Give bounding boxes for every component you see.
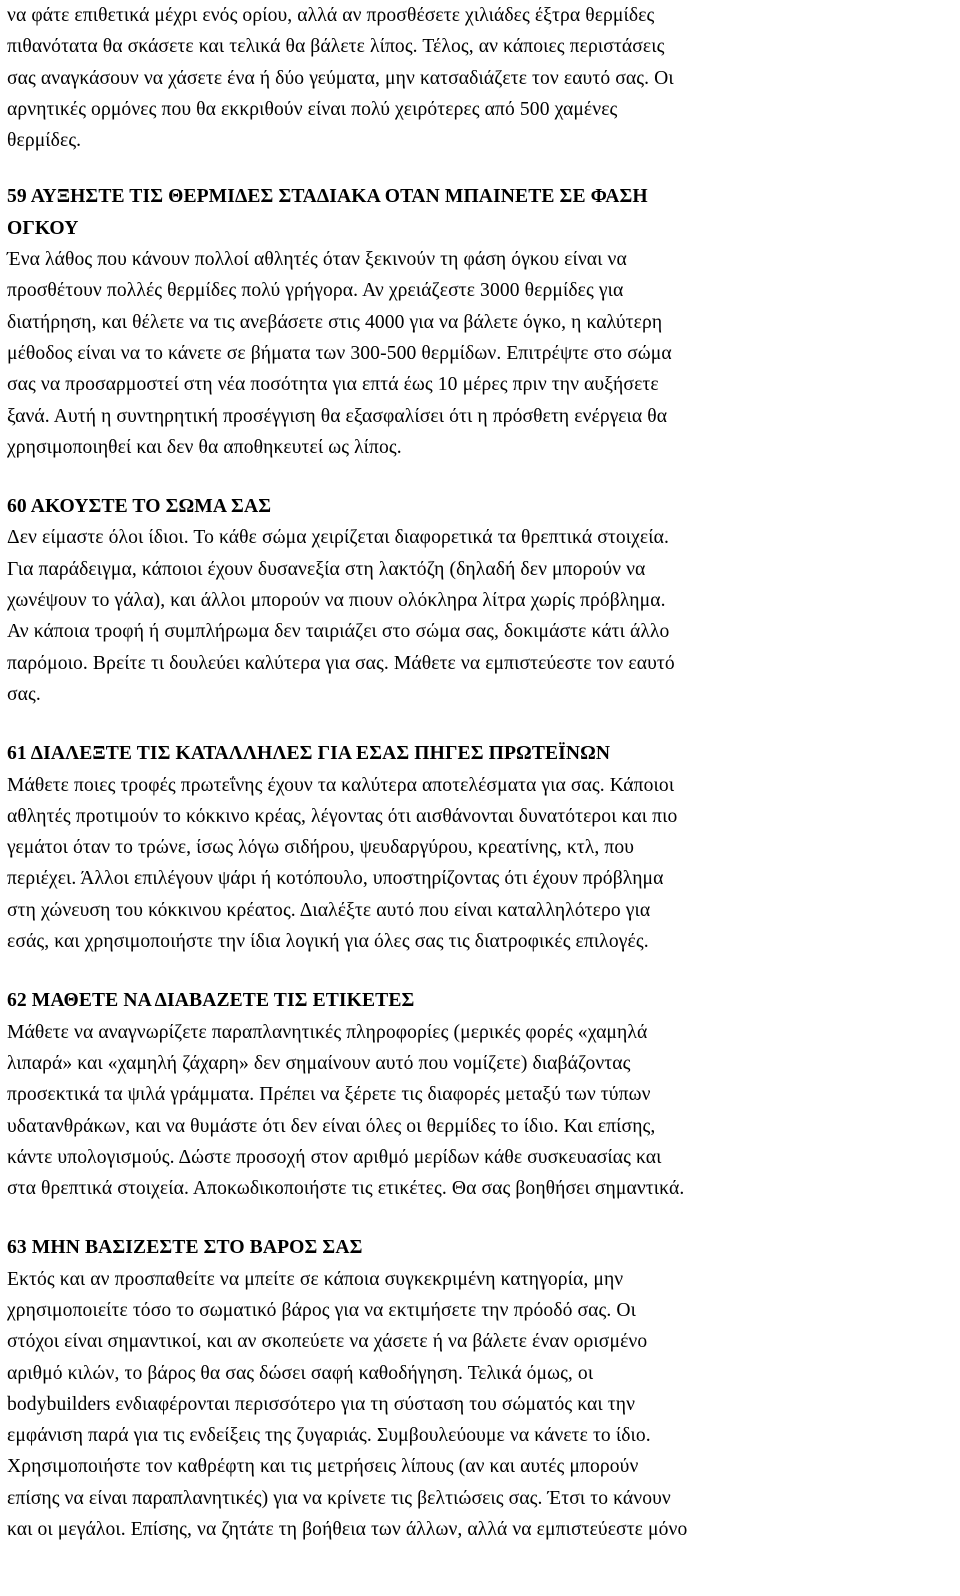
text-line: στόχοι είναι σημαντικοί, και αν σκοπεύετε να χάσετε ή να βάλετε έναν ορισμένο	[7, 1331, 648, 1353]
text-line: χωνέψουν το γάλα), και άλλοι μπορούν να πιουν ολόκληρα λίτρα χωρίς πρόβλημα.	[7, 590, 666, 612]
text-line: γεμάτοι όταν το τρώνε, ίσως λόγω σιδήρου, ψευδαργύρου, κρεατίνης, κτλ, που	[7, 837, 635, 859]
text-line: αθλητές προτιμούν το κόκκινο κρέας, λέγοντας ότι αισθάνονται δυνατότεροι και πιο	[7, 805, 678, 827]
text-line: και οι μεγάλοι. Επίσης, να ζητάτε τη βοήθεια των άλλων, αλλά να εμπιστεύεστε μόνο	[7, 1519, 688, 1541]
text-line: σας αναγκάσουν να χάσετε ένα ή δύο γεύματα, μην κατσαδιάζετε τον εαυτό σας. Οι	[7, 67, 674, 89]
text-line: Αν κάποια τροφή ή συμπλήρωμα δεν ταιριάζει στο σώμα σας, δοκιμάστε κάτι άλλο	[7, 621, 670, 643]
section-heading: 59 ΑΥΞΗΣΤΕ ΤΙΣ ΘΕΡΜΙΔΕΣ ΣΤΑΔΙΑΚΑ ΟΤΑΝ ΜΠΑΙΝΕΤΕ ΣΕ ΦΑΣΗ	[7, 186, 648, 208]
text-line: στη χώνευση του κόκκινου κρέατος. Διαλέξτε αυτό που είναι καταλληλότερο για	[7, 899, 651, 921]
text-line: Δεν είμαστε όλοι ίδιοι. Το κάθε σώμα χειρίζεται διαφορετικά τα θρεπτικά στοιχεία.	[7, 527, 669, 549]
text-line: εμφάνιση παρά για τις ενδείξεις της ζυγαριάς. Συμβουλεύουμε να κάνετε το ίδιο.	[7, 1425, 651, 1447]
text-line: χρησιμοποιηθεί και δεν θα αποθηκευτεί ως λίπος.	[7, 436, 402, 458]
text-line: επίσης να είναι παραπλανητικές) για να κρίνετε τις βελτιώσεις σας. Έτσι το κάνουν	[7, 1487, 671, 1509]
section-heading: 63 ΜΗΝ ΒΑΣΙΖΕΣΤΕ ΣΤΟ ΒΑΡΟΣ ΣΑΣ	[7, 1237, 363, 1259]
text-line: χρησιμοποιείτε τόσο το σωματικό βάρος για να εκτιμήσετε την πρόοδό σας. Οι	[7, 1299, 636, 1321]
section-63	[7, 1232, 957, 1545]
text-line: σας να προσαρμοστεί στη νέα ποσότητα για επτά έως 10 μέρες πριν την αυξήσετε	[7, 374, 659, 396]
section-60	[7, 491, 957, 710]
text-line: bodybuilders ενδιαφέρονται περισσότερο για τη σύσταση του σώματός και την	[7, 1393, 636, 1415]
text-line: ξανά. Αυτή η συντηρητική προσέγγιση θα εξασφαλίσει ότι η πρόσθετη ενέργεια θα	[7, 405, 668, 427]
text-line: αρνητικές ορμόνες που θα εκκριθούν είναι πολύ χειρότερες από 500 χαμένες	[7, 98, 618, 120]
text-line: Μάθετε να αναγνωρίζετε παραπλανητικές πληροφορίες (μερικές φορές «χαμηλά	[7, 1021, 648, 1043]
text-line: υδατανθράκων, και να θυμάστε ότι δεν είναι όλες οι θερμίδες το ίδιο. Και επίσης,	[7, 1115, 656, 1137]
text-line: κάντε υπολογισμούς. Δώστε προσοχή στον αριθμό μερίδων κάθε συσκευασίας και	[7, 1146, 662, 1168]
text-line: πιθανότατα θα σκάσετε και τελικά θα βάλετε λίπος. Τέλος, αν κάποιες περιστάσεις	[7, 36, 665, 58]
text-line: Ένα λάθος που κάνουν πολλοί αθλητές όταν ξεκινούν τη φάση όγκου είναι να	[7, 249, 627, 271]
section-heading: 61 ΔΙΑΛΕΞΤΕ ΤΙΣ ΚΑΤΑΛΛΗΛΕΣ ΓΙΑ ΕΣΑΣ ΠΗΓΕΣ ΠΡΩΤΕΪΝΩΝ	[7, 743, 611, 765]
text-line: Εκτός και αν προσπαθείτε να μπείτε σε κάποια συγκεκριμένη κατηγορία, μην	[7, 1268, 624, 1290]
section-heading: 62 ΜΑΘΕΤΕ ΝΑ ΔΙΑΒΑΖΕΤΕ ΤΙΣ ΕΤΙΚΕΤΕΣ	[7, 990, 415, 1012]
text-line: Για παράδειγμα, κάποιοι έχουν δυσανεξία στη λακτόζη (δηλαδή δεν μπορούν να	[7, 558, 646, 580]
text-line: στα θρεπτικά στοιχεία. Αποκωδικοποιήστε τις ετικέτες. Θα σας βοηθήσει σημαντικά.	[7, 1178, 685, 1200]
text-line: Χρησιμοποιήστε τον καθρέφτη και τις μετρήσεις λίπους (αν και αυτές μπορούν	[7, 1456, 639, 1478]
section-61	[7, 738, 957, 957]
document-page	[7, 0, 957, 1545]
text-line: Μάθετε ποιες τροφές πρωτεΐνης έχουν τα καλύτερα αποτελέσματα για σας. Κάποιοι	[7, 774, 675, 796]
section-heading: ΟΓΚΟΥ	[7, 217, 79, 239]
section-62	[7, 985, 957, 1204]
text-line: να φάτε επιθετικά μέχρι ενός ορίου, αλλά αν προσθέσετε χιλιάδες έξτρα θερμίδες	[7, 5, 655, 26]
text-line: προσθέτουν πολλές θερμίδες πολύ γρήγορα. Αν χρειάζεστε 3000 θερμίδες για	[7, 280, 624, 302]
text-line: θερμίδες.	[7, 130, 82, 152]
text-line: διατήρηση, και θέλετε να τις ανεβάσετε στις 4000 για να βάλετε όγκο, η καλύτερη	[7, 311, 663, 333]
text-line: προσεκτικά τα ψιλά γράμματα. Πρέπει να ξέρετε τις διαφορές μεταξύ των τύπων	[7, 1084, 651, 1106]
text-line: περιέχει. Άλλοι επιλέγουν ψάρι ή κοτόπουλο, υποστηρίζοντας ότι έχουν πρόβλημα	[7, 868, 664, 890]
section-heading: 60 ΑΚΟΥΣΤΕ ΤΟ ΣΩΜΑ ΣΑΣ	[7, 496, 272, 518]
text-line: λιπαρά» και «χαμηλή ζάχαρη» δεν σημαίνουν αυτό που νομίζετε) διαβάζοντας	[7, 1052, 631, 1074]
text-line: μέθοδος είναι να το κάνετε σε βήματα των 300-500 θερμίδων. Επιτρέψτε στο σώμα	[7, 342, 672, 364]
text-line: αριθμό κιλών, το βάρος θα σας δώσει σαφή καθοδήγηση. Τελικά όμως, οι	[7, 1362, 594, 1384]
text-line: εσάς, και χρησιμοποιήστε την ίδια λογική για όλες σας τις διατροφικές επιλογές.	[7, 931, 649, 953]
section-59	[7, 181, 957, 463]
intro-paragraph	[7, 0, 957, 156]
text-line: παρόμοιο. Βρείτε τι δουλεύει καλύτερα για σας. Μάθετε να εμπιστεύεστε τον εαυτό	[7, 652, 675, 674]
text-line: σας.	[7, 683, 41, 705]
